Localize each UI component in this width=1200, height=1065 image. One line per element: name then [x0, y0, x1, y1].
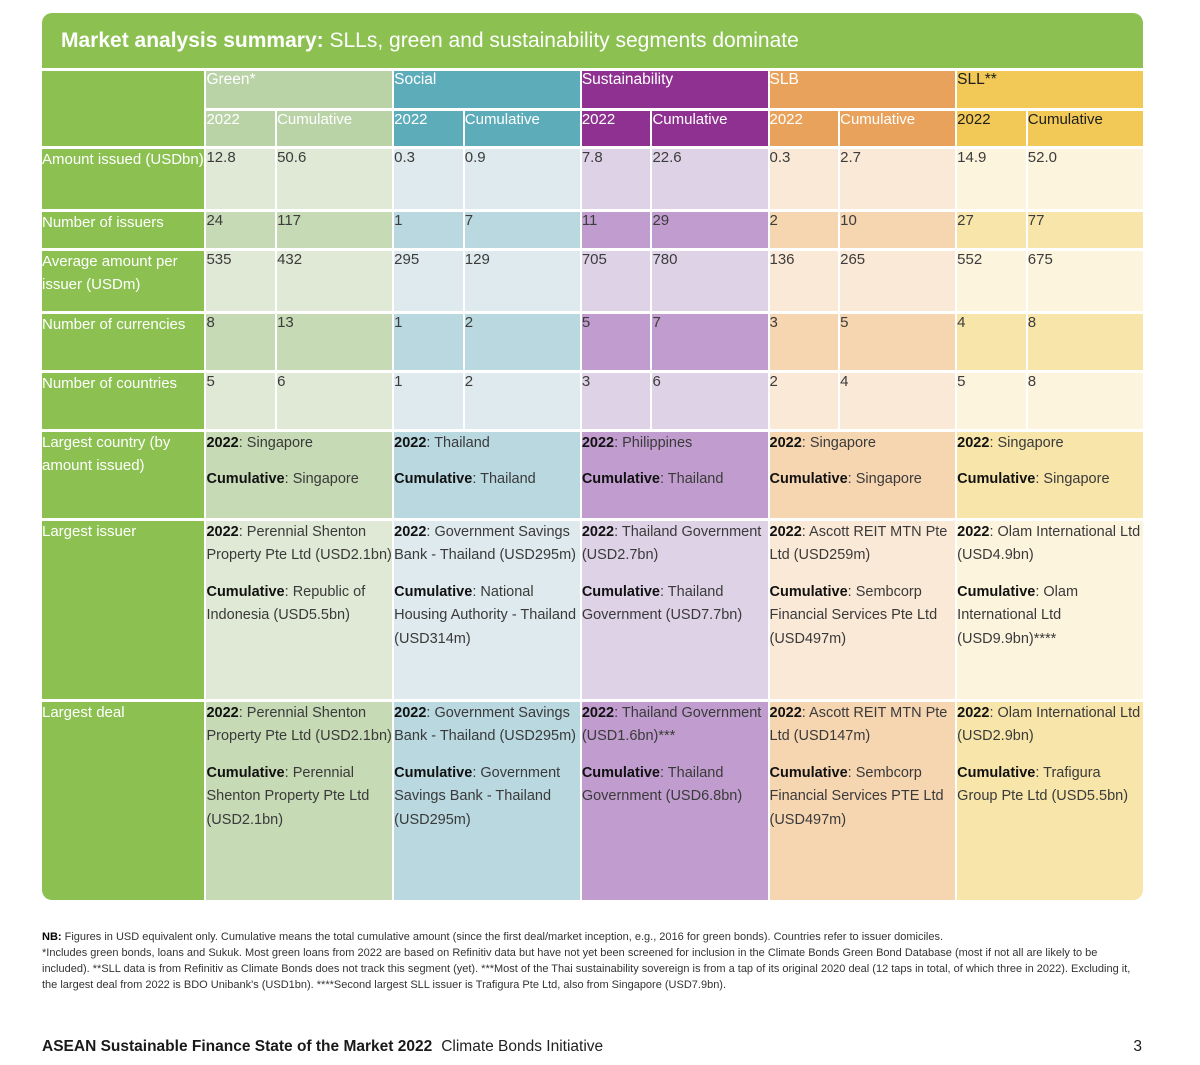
subheader-slb-cumulative: Cumulative	[838, 108, 955, 146]
subheader-sustainability-2022: 2022	[580, 108, 651, 146]
text-cell: 2022: Ascott REIT MTN Pte Ltd (USD147m) Cumulative: Sembcorp Financial Services PTE Ltd (USD497m)	[768, 699, 956, 900]
table-title-rest: SLLs, green and sustainability segments dominate	[323, 29, 799, 52]
footer-org-name: Climate Bonds Initiative	[441, 1038, 604, 1055]
value-cell: 780	[650, 248, 767, 311]
value-cell: 29	[650, 209, 767, 248]
table-row-largest-deal	[42, 699, 1143, 900]
footnote-nb: NB: Figures in USD equivalent only. Cumulative means the total cumulative amount (since the first deal/market inception, e.g., 2016 for green bonds). Countries refer to issuer domiciles.	[42, 931, 944, 943]
value-cell: 0.3	[392, 146, 463, 209]
row-label-number-of-currencies: Number of currencies	[42, 311, 204, 370]
text-cell: 2022: Singapore Cumulative: Singapore	[768, 429, 956, 518]
value-cell: 11	[580, 209, 651, 248]
group-header-row	[42, 71, 1143, 108]
table-row-average-amount	[42, 248, 1143, 311]
value-cell: 6	[650, 370, 767, 429]
value-cell: 5	[838, 311, 955, 370]
value-cell: 24	[204, 209, 275, 248]
table-row-number-of-issuers	[42, 209, 1143, 248]
subheader-sll-cumulative: Cumulative	[1026, 108, 1143, 146]
row-label-largest-deal: Largest deal	[42, 699, 204, 900]
subheader-sustainability-cumulative: Cumulative	[650, 108, 767, 146]
value-cell: 129	[463, 248, 580, 311]
group-header-green: Green*	[204, 71, 392, 108]
row-label-amount-issued: Amount issued (USDbn)	[42, 146, 204, 209]
value-cell: 8	[1026, 311, 1143, 370]
value-cell: 136	[768, 248, 839, 311]
row-label-largest-issuer: Largest issuer	[42, 518, 204, 699]
subheader-green-cumulative: Cumulative	[275, 108, 392, 146]
report-page	[42, 13, 1143, 993]
value-cell: 2.7	[838, 146, 955, 209]
group-header-social: Social	[392, 71, 580, 108]
table-row-number-of-countries	[42, 370, 1143, 429]
value-cell: 7.8	[580, 146, 651, 209]
corner-cell	[42, 71, 204, 146]
table-row-number-of-currencies	[42, 311, 1143, 370]
subheader-slb-2022: 2022	[768, 108, 839, 146]
page-footer	[42, 1038, 1142, 1056]
subheader-row	[42, 108, 1143, 146]
value-cell: 3	[580, 370, 651, 429]
value-cell: 5	[955, 370, 1026, 429]
value-cell: 7	[463, 209, 580, 248]
value-cell: 4	[838, 370, 955, 429]
footnote-asterisks: *Includes green bonds, loans and Sukuk. Most green loans from 2022 are based on Refinitiv data but have not yet been screened for inclusion in the Climate Bonds Green Bond Database (most if not all are likely to be included). **SLL data is from Refinitiv as Climate Bonds does not track this segment (yet). ***Most of the Thai sustainability sovereign is from a tap of its original 2020 deal (12 taps in total, of which three in 2022). Excluding it, the largest deal from 2022 is BDO Unibank's (USD1bn). ****Second largest SLL issuer is Trafigura Pte Ltd, also from Singapore (USD7.9bn).	[42, 947, 1131, 992]
value-cell: 265	[838, 248, 955, 311]
value-cell: 6	[275, 370, 392, 429]
value-cell: 3	[768, 311, 839, 370]
text-cell: 2022: Singapore Cumulative: Singapore	[955, 429, 1143, 518]
value-cell: 2	[768, 209, 839, 248]
text-cell: 2022: Government Savings Bank - Thailand (USD295m) Cumulative: Government Savings Bank - Thailand (USD295m)	[392, 699, 580, 900]
value-cell: 14.9	[955, 146, 1026, 209]
row-label-largest-country: Largest country (by amount issued)	[42, 429, 204, 518]
group-header-sll: SLL**	[955, 71, 1143, 108]
text-cell: 2022: Philippines Cumulative: Thailand	[580, 429, 768, 518]
value-cell: 535	[204, 248, 275, 311]
value-cell: 1	[392, 370, 463, 429]
group-header-sustainability: Sustainability	[580, 71, 768, 108]
footnotes	[42, 929, 1143, 993]
value-cell: 13	[275, 311, 392, 370]
text-cell: 2022: Thailand Government (USD1.6bn)*** Cumulative: Thailand Government (USD6.8bn)	[580, 699, 768, 900]
value-cell: 705	[580, 248, 651, 311]
value-cell: 22.6	[650, 146, 767, 209]
text-cell: 2022: Government Savings Bank - Thailand (USD295m) Cumulative: National Housing Authority - Thailand (USD314m)	[392, 518, 580, 699]
subheader-green-2022: 2022	[204, 108, 275, 146]
market-analysis-table	[42, 71, 1143, 900]
value-cell: 1	[392, 209, 463, 248]
value-cell: 12.8	[204, 146, 275, 209]
value-cell: 8	[1026, 370, 1143, 429]
subheader-social-2022: 2022	[392, 108, 463, 146]
value-cell: 2	[768, 370, 839, 429]
text-cell: 2022: Olam International Ltd (USD2.9bn) Cumulative: Trafigura Group Pte Ltd (USD5.5bn)	[955, 699, 1143, 900]
value-cell: 295	[392, 248, 463, 311]
value-cell: 1	[392, 311, 463, 370]
value-cell: 432	[275, 248, 392, 311]
text-cell: 2022: Thailand Government (USD2.7bn) Cumulative: Thailand Government (USD7.7bn)	[580, 518, 768, 699]
table-title-bar	[42, 13, 1143, 68]
page-number: 3	[1133, 1038, 1142, 1055]
value-cell: 27	[955, 209, 1026, 248]
footer-report-title: ASEAN Sustainable Finance State of the Market 2022	[42, 1038, 433, 1055]
table-row-amount-issued	[42, 146, 1143, 209]
value-cell: 0.9	[463, 146, 580, 209]
value-cell: 4	[955, 311, 1026, 370]
row-label-average-amount: Average amount per issuer (USDm)	[42, 248, 204, 311]
value-cell: 5	[204, 370, 275, 429]
value-cell: 52.0	[1026, 146, 1143, 209]
value-cell: 2	[463, 370, 580, 429]
value-cell: 117	[275, 209, 392, 248]
text-cell: 2022: Olam International Ltd (USD4.9bn) Cumulative: Olam International Ltd (USD9.9bn)****	[955, 518, 1143, 699]
subheader-sll-2022: 2022	[955, 108, 1026, 146]
value-cell: 10	[838, 209, 955, 248]
value-cell: 0.3	[768, 146, 839, 209]
text-cell: 2022: Perennial Shenton Property Pte Ltd (USD2.1bn) Cumulative: Perennial Shenton Property Pte Ltd (USD2.1bn)	[204, 699, 392, 900]
footer-title	[42, 1038, 603, 1056]
table-row-largest-issuer	[42, 518, 1143, 699]
value-cell: 675	[1026, 248, 1143, 311]
table-title-bold: Market analysis summary:	[61, 29, 324, 52]
text-cell: 2022: Ascott REIT MTN Pte Ltd (USD259m) Cumulative: Sembcorp Financial Services Pte Ltd (USD497m)	[768, 518, 956, 699]
row-label-number-of-issuers: Number of issuers	[42, 209, 204, 248]
text-cell: 2022: Singapore Cumulative: Singapore	[204, 429, 392, 518]
value-cell: 77	[1026, 209, 1143, 248]
value-cell: 5	[580, 311, 651, 370]
text-cell: 2022: Thailand Cumulative: Thailand	[392, 429, 580, 518]
text-cell: 2022: Perennial Shenton Property Pte Ltd (USD2.1bn) Cumulative: Republic of Indonesia (USD5.5bn)	[204, 518, 392, 699]
footnote-nb-label: NB:	[42, 931, 62, 943]
value-cell: 50.6	[275, 146, 392, 209]
value-cell: 2	[463, 311, 580, 370]
value-cell: 8	[204, 311, 275, 370]
group-header-slb: SLB	[768, 71, 956, 108]
row-label-number-of-countries: Number of countries	[42, 370, 204, 429]
value-cell: 7	[650, 311, 767, 370]
value-cell: 552	[955, 248, 1026, 311]
table-row-largest-country	[42, 429, 1143, 518]
subheader-social-cumulative: Cumulative	[463, 108, 580, 146]
